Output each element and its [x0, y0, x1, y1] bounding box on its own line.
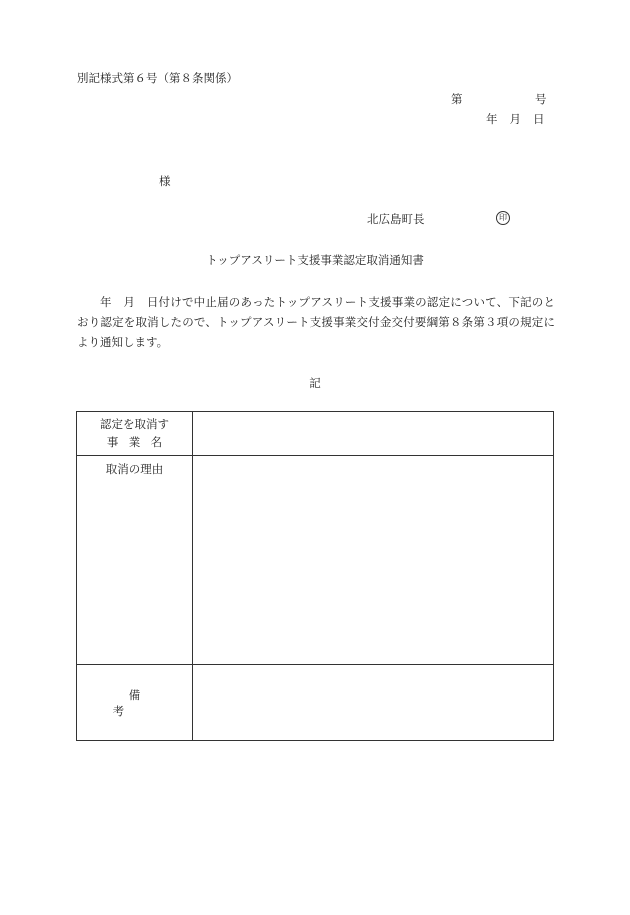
- project-name-field[interactable]: [193, 412, 554, 456]
- date-month: 月: [509, 112, 521, 126]
- project-name-label-line2: 事業名: [106, 435, 173, 449]
- table-row: [77, 456, 554, 665]
- document-number-suffix: 号: [535, 92, 547, 106]
- project-name-label: [77, 412, 193, 456]
- document-number-prefix: 第: [451, 92, 463, 106]
- date-year: 年: [486, 112, 498, 126]
- notice-body: 年 月 日付けで中止届のあったトップアスリート支援事業の認定について、下記のとおり認定を取消したので、トップアスリート支援事業交付金交付要綱第８条第３項の規定により通知します。: [77, 295, 555, 349]
- remarks-label: 備考: [77, 665, 193, 741]
- addressee-honorific: 様: [159, 174, 171, 188]
- seal-icon: 印: [496, 211, 510, 225]
- table-row: [77, 412, 554, 456]
- project-name-label-line1: 認定を取消す: [100, 417, 169, 431]
- sender-name: 北広島町長: [367, 212, 425, 226]
- issue-date: [486, 111, 545, 127]
- reason-label: 取消の理由: [77, 456, 193, 665]
- notice-table: [76, 411, 554, 741]
- table-row: [77, 665, 554, 741]
- document-title: トップアスリート支援事業認定取消通知書: [206, 253, 424, 267]
- date-day: 日: [533, 112, 545, 126]
- form-label: 別記様式第６号（第８条関係）: [77, 71, 238, 85]
- ki-heading: 記: [309, 376, 321, 390]
- reason-field[interactable]: [193, 456, 554, 665]
- remarks-field[interactable]: [193, 665, 554, 741]
